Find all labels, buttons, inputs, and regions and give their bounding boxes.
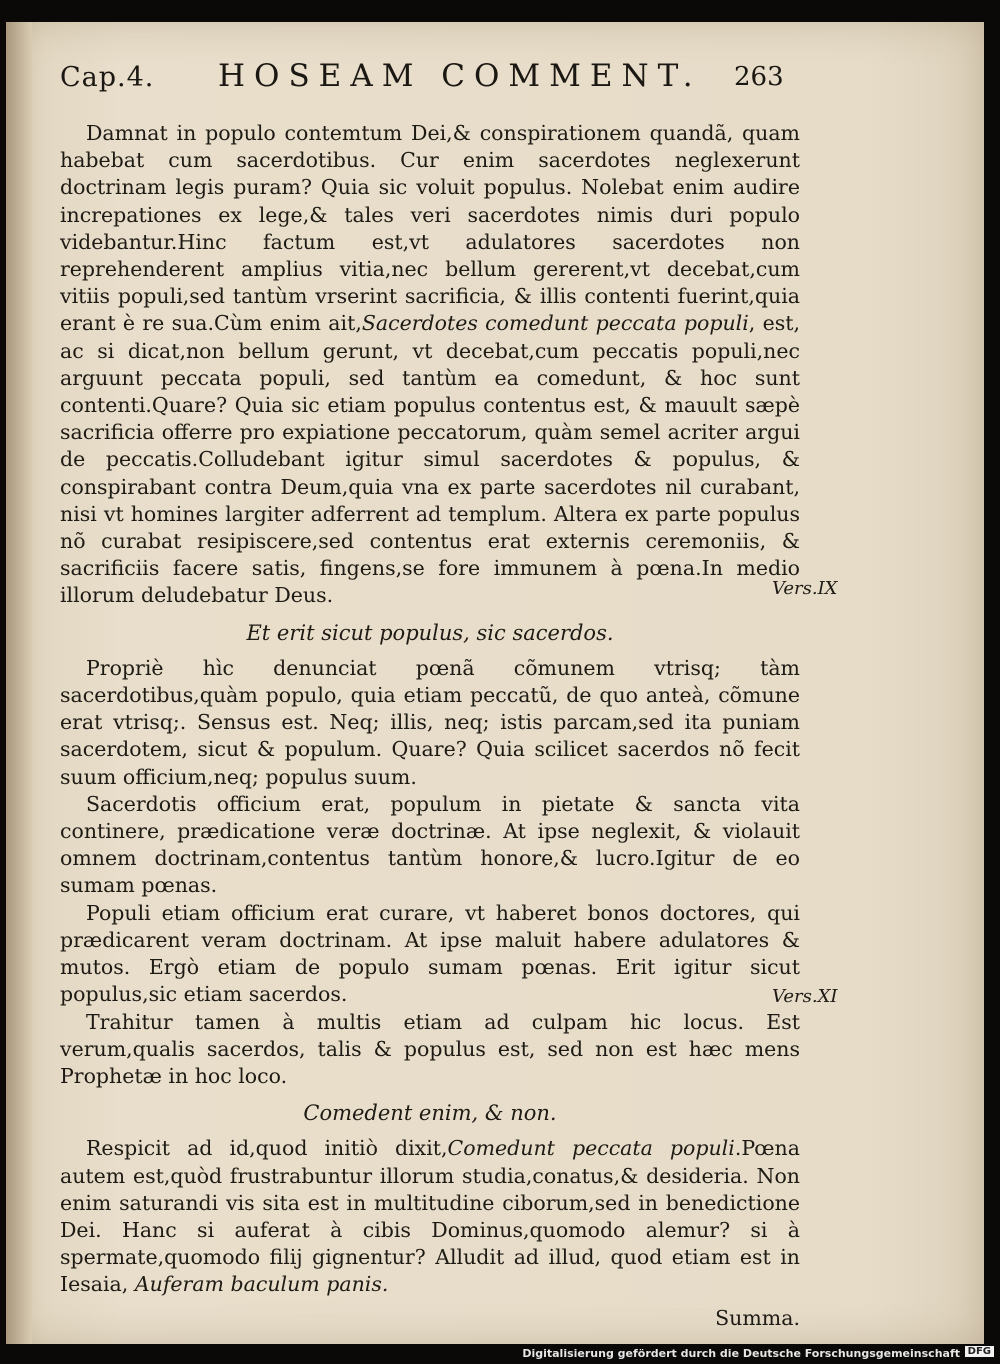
paragraph: Propriè hìc denunciat pœnã cõmunem vtrisq; tàm sacerdotibus,quàm populo, quia etiam peccatũ, de quo anteà, cõmune erat vtrisq;. Sensus est. Neq; illis, neq; istis parcam,sed ita puniam sacerdotem, sicut & populum. Quare? Quia scilicet sacerdos nõ fecit suum officium,neq; populus suum.: [60, 655, 800, 789]
catchword: Summa.: [715, 1305, 800, 1330]
running-title: HOSEAM COMMENT.: [218, 58, 702, 94]
paragraph: Trahitur tamen à multis etiam ad culpam hic locus. Est verum,qualis sacerdos, talis & populus est, sed non est hæc mens Prophetæ in hoc loco.: [60, 1009, 800, 1088]
paragraph: Sacerdotis officium erat, populum in pietate & sancta vita continere, prædicatione veræ doctrinæ. At ipse neglexit, & violauit omnem doctrinam,contentus tantùm honore,& lucro.Igitur de eo sumam pœnas.: [60, 791, 800, 898]
lemma-heading: Comedent enim, & non.: [303, 1101, 557, 1126]
chapter-label: Cap.4.: [60, 62, 155, 93]
paragraph: Respicit ad id,quod initiò dixit,Comedunt peccata populi.Pœna autem est,quòd frustrabuntur illorum studia,conatus,& desideria. Non enim saturandi vis sita est in multitudine ciborum,sed in benedictione Dei. Hanc si auferat à cibis Dominus,quomodo alemur? si à spermate,quomodo filij gignentur? Alludit ad illud, quod etiam est in Iesaia, Auferam baculum panis.: [60, 1136, 800, 1297]
margin-note-verse: Vers.IX: [772, 578, 838, 599]
dfg-logo: DFG: [965, 1346, 994, 1357]
page-number: 263: [734, 62, 784, 92]
footer-credit: Digitalisierung gefördert durch die Deutsche Forschungsgemeinschaft: [522, 1347, 960, 1360]
paragraph: Populi etiam officium erat curare, vt haberet bonos doctores, qui prædicarent veram doctrinam. At ipse maluit habere adulatores & mutos. Ergò etiam de populo sumam pœnas. Erit igitur sicut populus,sic etiam sacerdos.: [60, 900, 800, 1007]
quotation: Comedunt peccata populi: [447, 1136, 735, 1161]
paragraph: Damnat in populo contemtum Dei,& conspirationem quandã, quam habebat cum sacerdotibus. Cur enim sacerdotes neglexerunt doctrinam legis puram? Quia sic voluit populus. Nolebat enim audire increpationes ex lege,& tales veri sacerdotes nimis duri populo videbantur.Hinc factum est,vt adulatores sacerdotes non reprehenderent amplius vitia,nec bellum gererent,vt decebat,cum vitiis populi,sed tantùm vrserint sacrificia, & illis contenti fuerint,quia erant è re sua.Cùm enim ait,Sacerdotes comedunt peccata populi, est, ac si dicat,non bellum gerunt, vt decebat,cum peccatis populi,nec arguunt peccata populi, sed tantùm ea comedunt, & hoc sunt contenti.Quare? Quia sic etiam populus contentus est, & mauult sæpè sacrificia offerre pro expiatione peccatorum, quàm semel acriter argui de peccatis.Colludebant igitur simul sacerdotes & populus, & conspirabant contra Deum,quia vna ex parte sacerdotes nil curabant, nisi vt homines largiter adferrent ad templum. Altera ex parte populus nõ curabat resipiscere,sed contentus erat externis ceremoniis, & sacrificiis facere satis, fingens,se fore immunem à pœna.In medio illorum deludebatur Deus.: [60, 121, 800, 608]
quotation: Sacerdotes comedunt peccata populi: [361, 311, 749, 336]
margin-note-verse: Vers.XI: [772, 986, 838, 1007]
page-spine-shadow: [6, 22, 32, 1344]
quotation: Auferam baculum panis.: [134, 1272, 389, 1297]
footer-bar: [0, 1344, 1000, 1364]
body-text: [60, 120, 800, 1332]
lemma-heading: Et erit sicut populus, sic sacerdos.: [246, 620, 614, 645]
running-header: [0, 58, 1000, 106]
